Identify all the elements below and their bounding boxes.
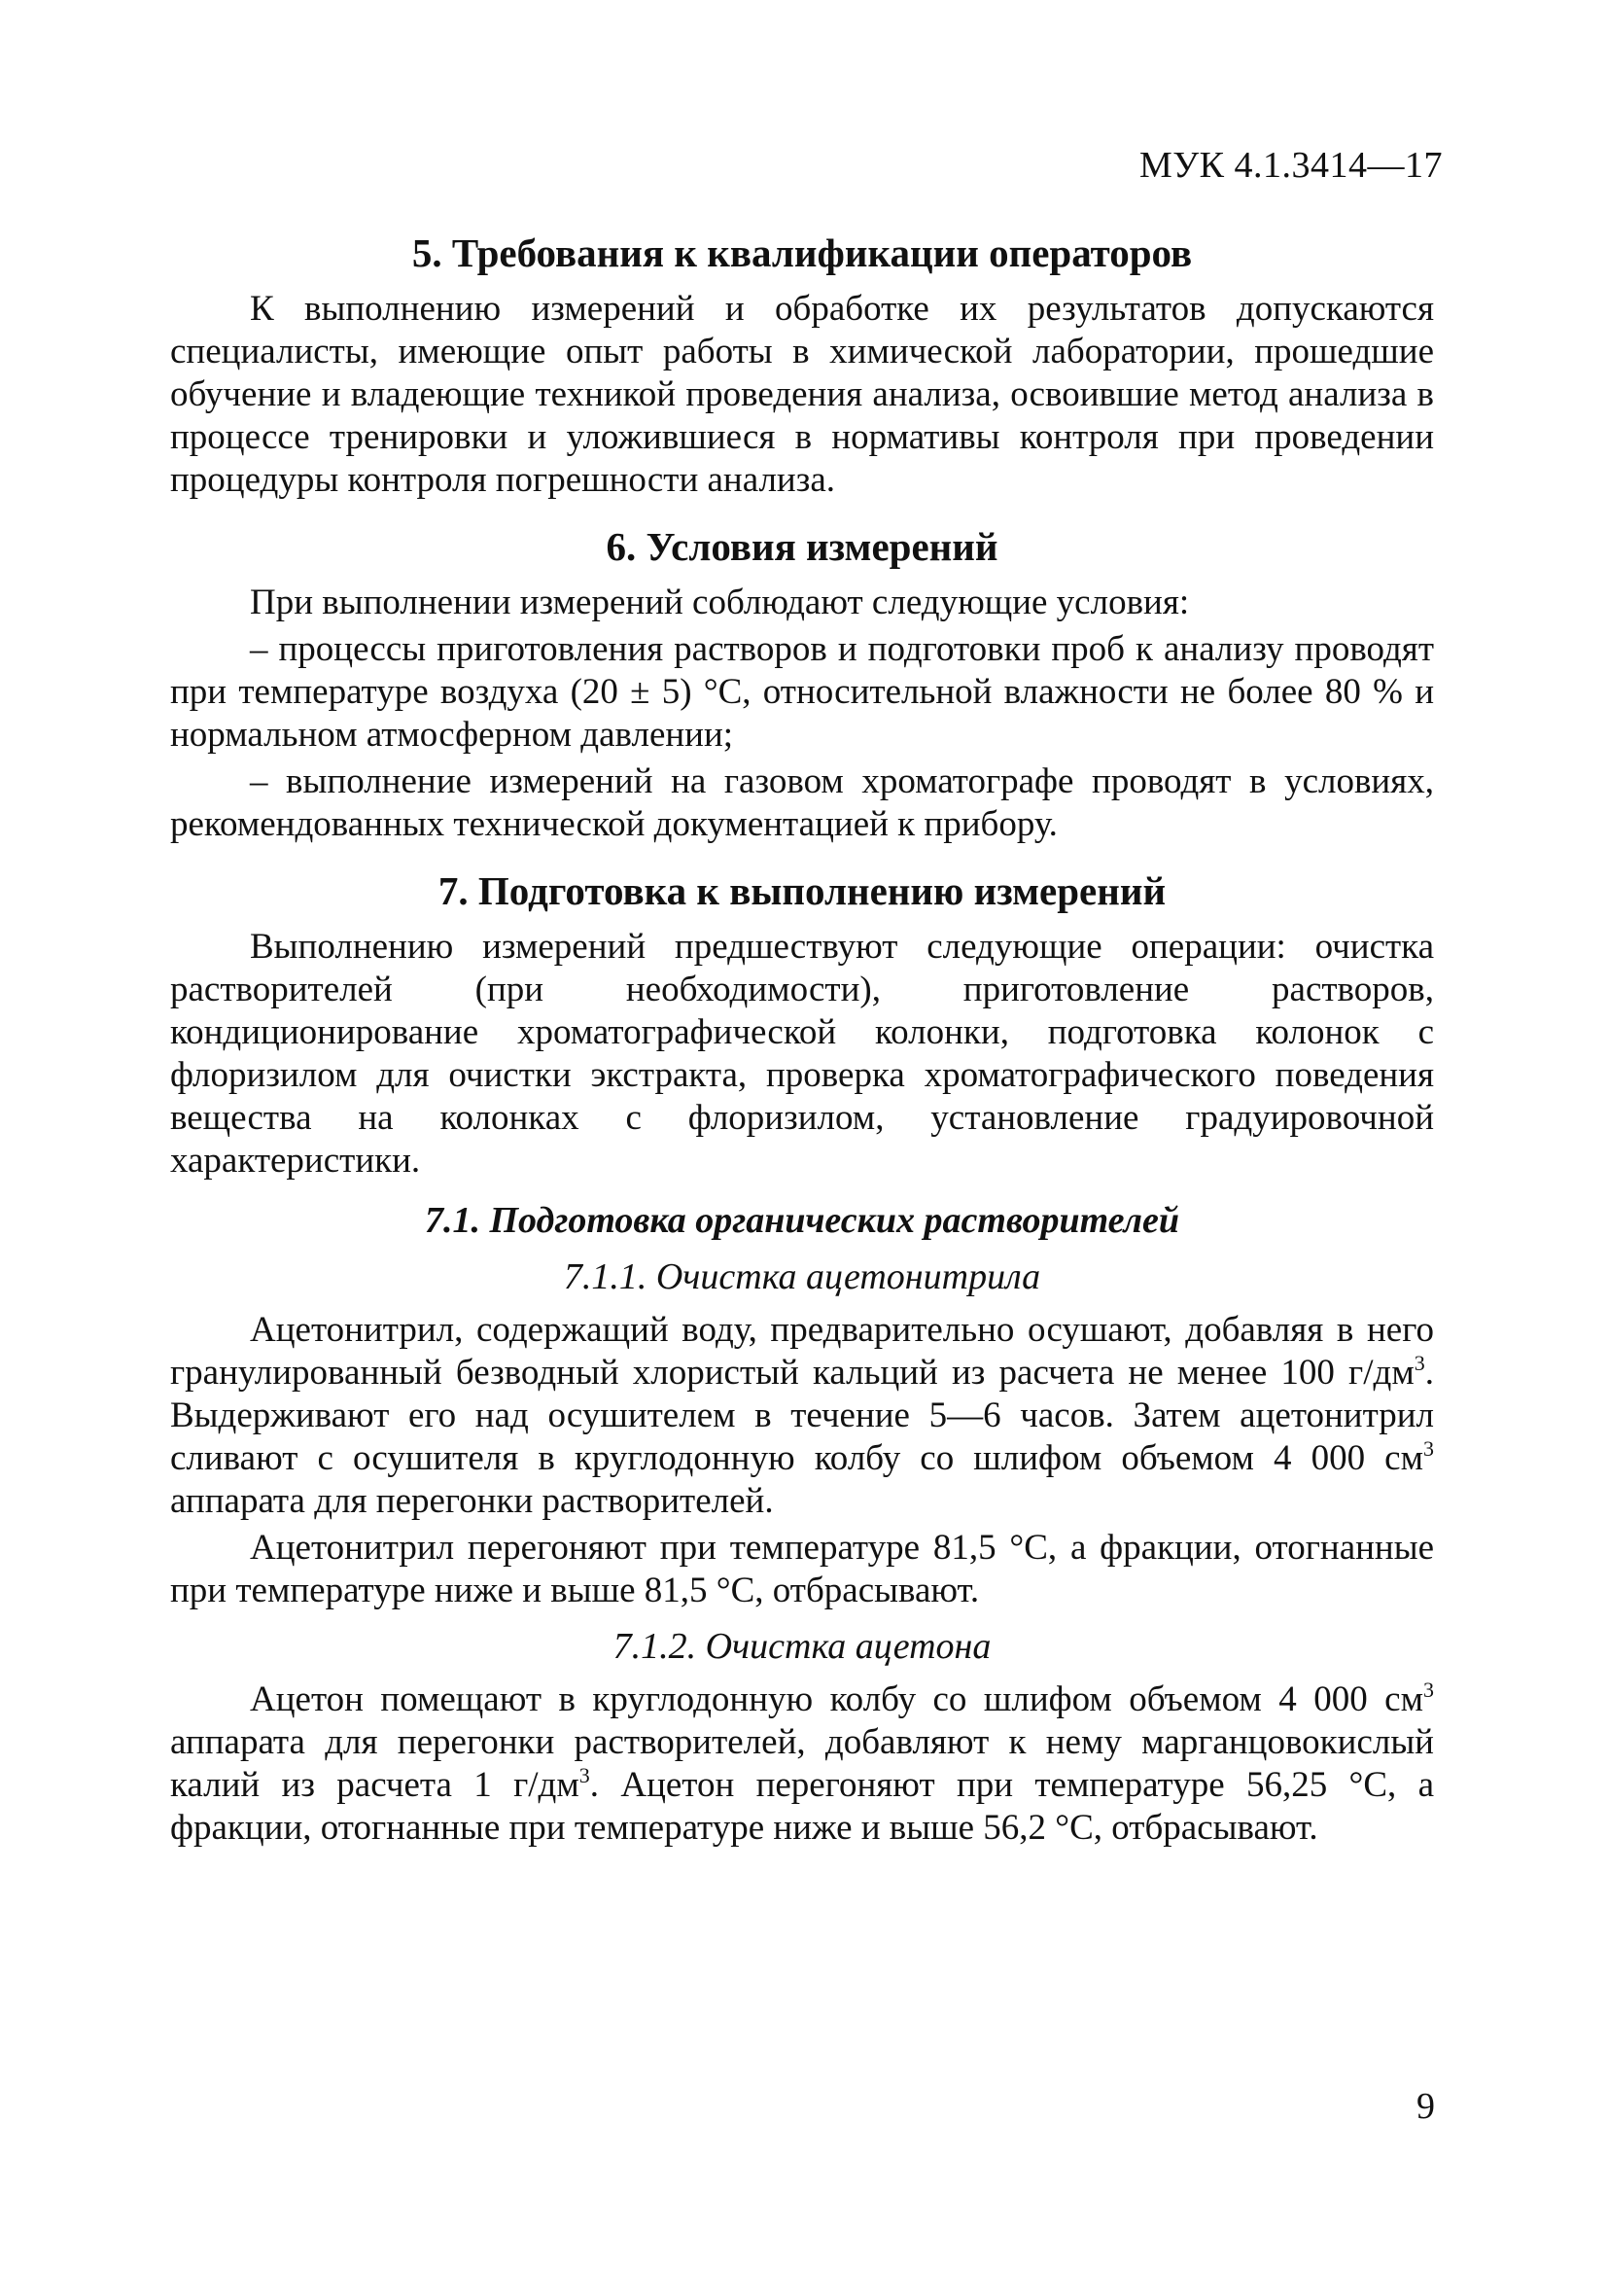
section-6 [170, 523, 1434, 846]
section-6-title: 6. Условия измерений [606, 524, 998, 569]
superscript-3: 3 [1423, 1436, 1434, 1461]
section-6-condition-1: – процессы приготовления растворов и подготовки проб к анализу проводят при температуре воздуха (20 ± 5) °С, относительной влажности не более 80 % и нормальном атмосферном давлении; [170, 629, 1434, 755]
text-run: Ацетон помещают в круглодонную колбу со шлифом объемом 4 000 см [250, 1679, 1423, 1719]
subsection-7-1-1-paragraph-1 [170, 1309, 1434, 1523]
section-7-paragraph: Выполнению измерений предшествуют следующие операции: очистка растворителей (при необходимости), приготовление растворов, кондиционирование хроматографической колонки, подготовка колонок с флоризилом для очистки экстракта, проверка хроматографического поведения вещества на колонках с флоризилом, установление градуировочной характеристики. [170, 927, 1434, 1181]
superscript-3: 3 [578, 1763, 590, 1787]
section-7 [170, 867, 1434, 1850]
superscript-3: 3 [1414, 1351, 1425, 1375]
section-5-title: 5. Требования к квалификации операторов [411, 230, 1193, 275]
section-5 [170, 230, 1434, 502]
text-run: аппарата для перегонки растворителей, добавляют к нему марганцовокислый калий из расчета 1 г/дм [170, 1722, 1434, 1805]
section-7-title: 7. Подготовка к выполнению измерений [437, 868, 1167, 913]
section-6-condition-2: – выполнение измерений на газовом хроматографе проводят в условиях, рекомендованных технической документацией к прибору. [170, 761, 1434, 844]
text-run: . Ацетон перегоняют при температуре 56,25 °С, а фракции, отогнанные при температуре ниже и выше 56,2 °С, отбрасывают. [170, 1765, 1434, 1848]
page-number: 9 [1416, 2086, 1435, 2127]
subsection-7-1-1-title: 7.1.1. Очистка ацетонитрила [563, 1256, 1041, 1297]
text-run: аппарата для перегонки растворителей. [170, 1481, 774, 1521]
section-6-intro: При выполнении измерений соблюдают следующие условия: [250, 583, 1190, 622]
document-body [170, 230, 1434, 1871]
section-5-paragraph: К выполнению измерений и обработке их результатов допускаются специалисты, имеющие опыт работы в химической лаборатории, прошедшие обучение и владеющие техникой проведения анализа, освоившие метод анализа в процессе тренировки и уложившиеся в нормативы контроля при проведении процедуры контроля погрешности анализа. [170, 289, 1434, 500]
superscript-3: 3 [1423, 1678, 1434, 1702]
subsection-7-1-title: 7.1. Подготовка органических растворителей [424, 1200, 1180, 1241]
subsection-7-1-2-paragraph [170, 1678, 1434, 1850]
subsection-7-1-2-title: 7.1.2. Очистка ацетона [612, 1626, 992, 1667]
text-run: . Выдерживают его над осушителем в течение 5—6 часов. Затем ацетонитрил сливают с осушителя в круглодонную колбу со шлифом объемом 4 000 см [170, 1353, 1434, 1478]
text-run: Ацетонитрил, содержащий воду, предварительно осушают, добавляя в него гранулированный безводный хлористый кальций из расчета не менее 100 г/дм [170, 1310, 1434, 1393]
document-code: МУК 4.1.3414—17 [1138, 145, 1443, 186]
subsection-7-1-1-paragraph-2: Ацетонитрил перегоняют при температуре 81,5 °С, а фракции, отогнанные при температуре ниже и выше 81,5 °С, отбрасывают. [170, 1528, 1434, 1610]
